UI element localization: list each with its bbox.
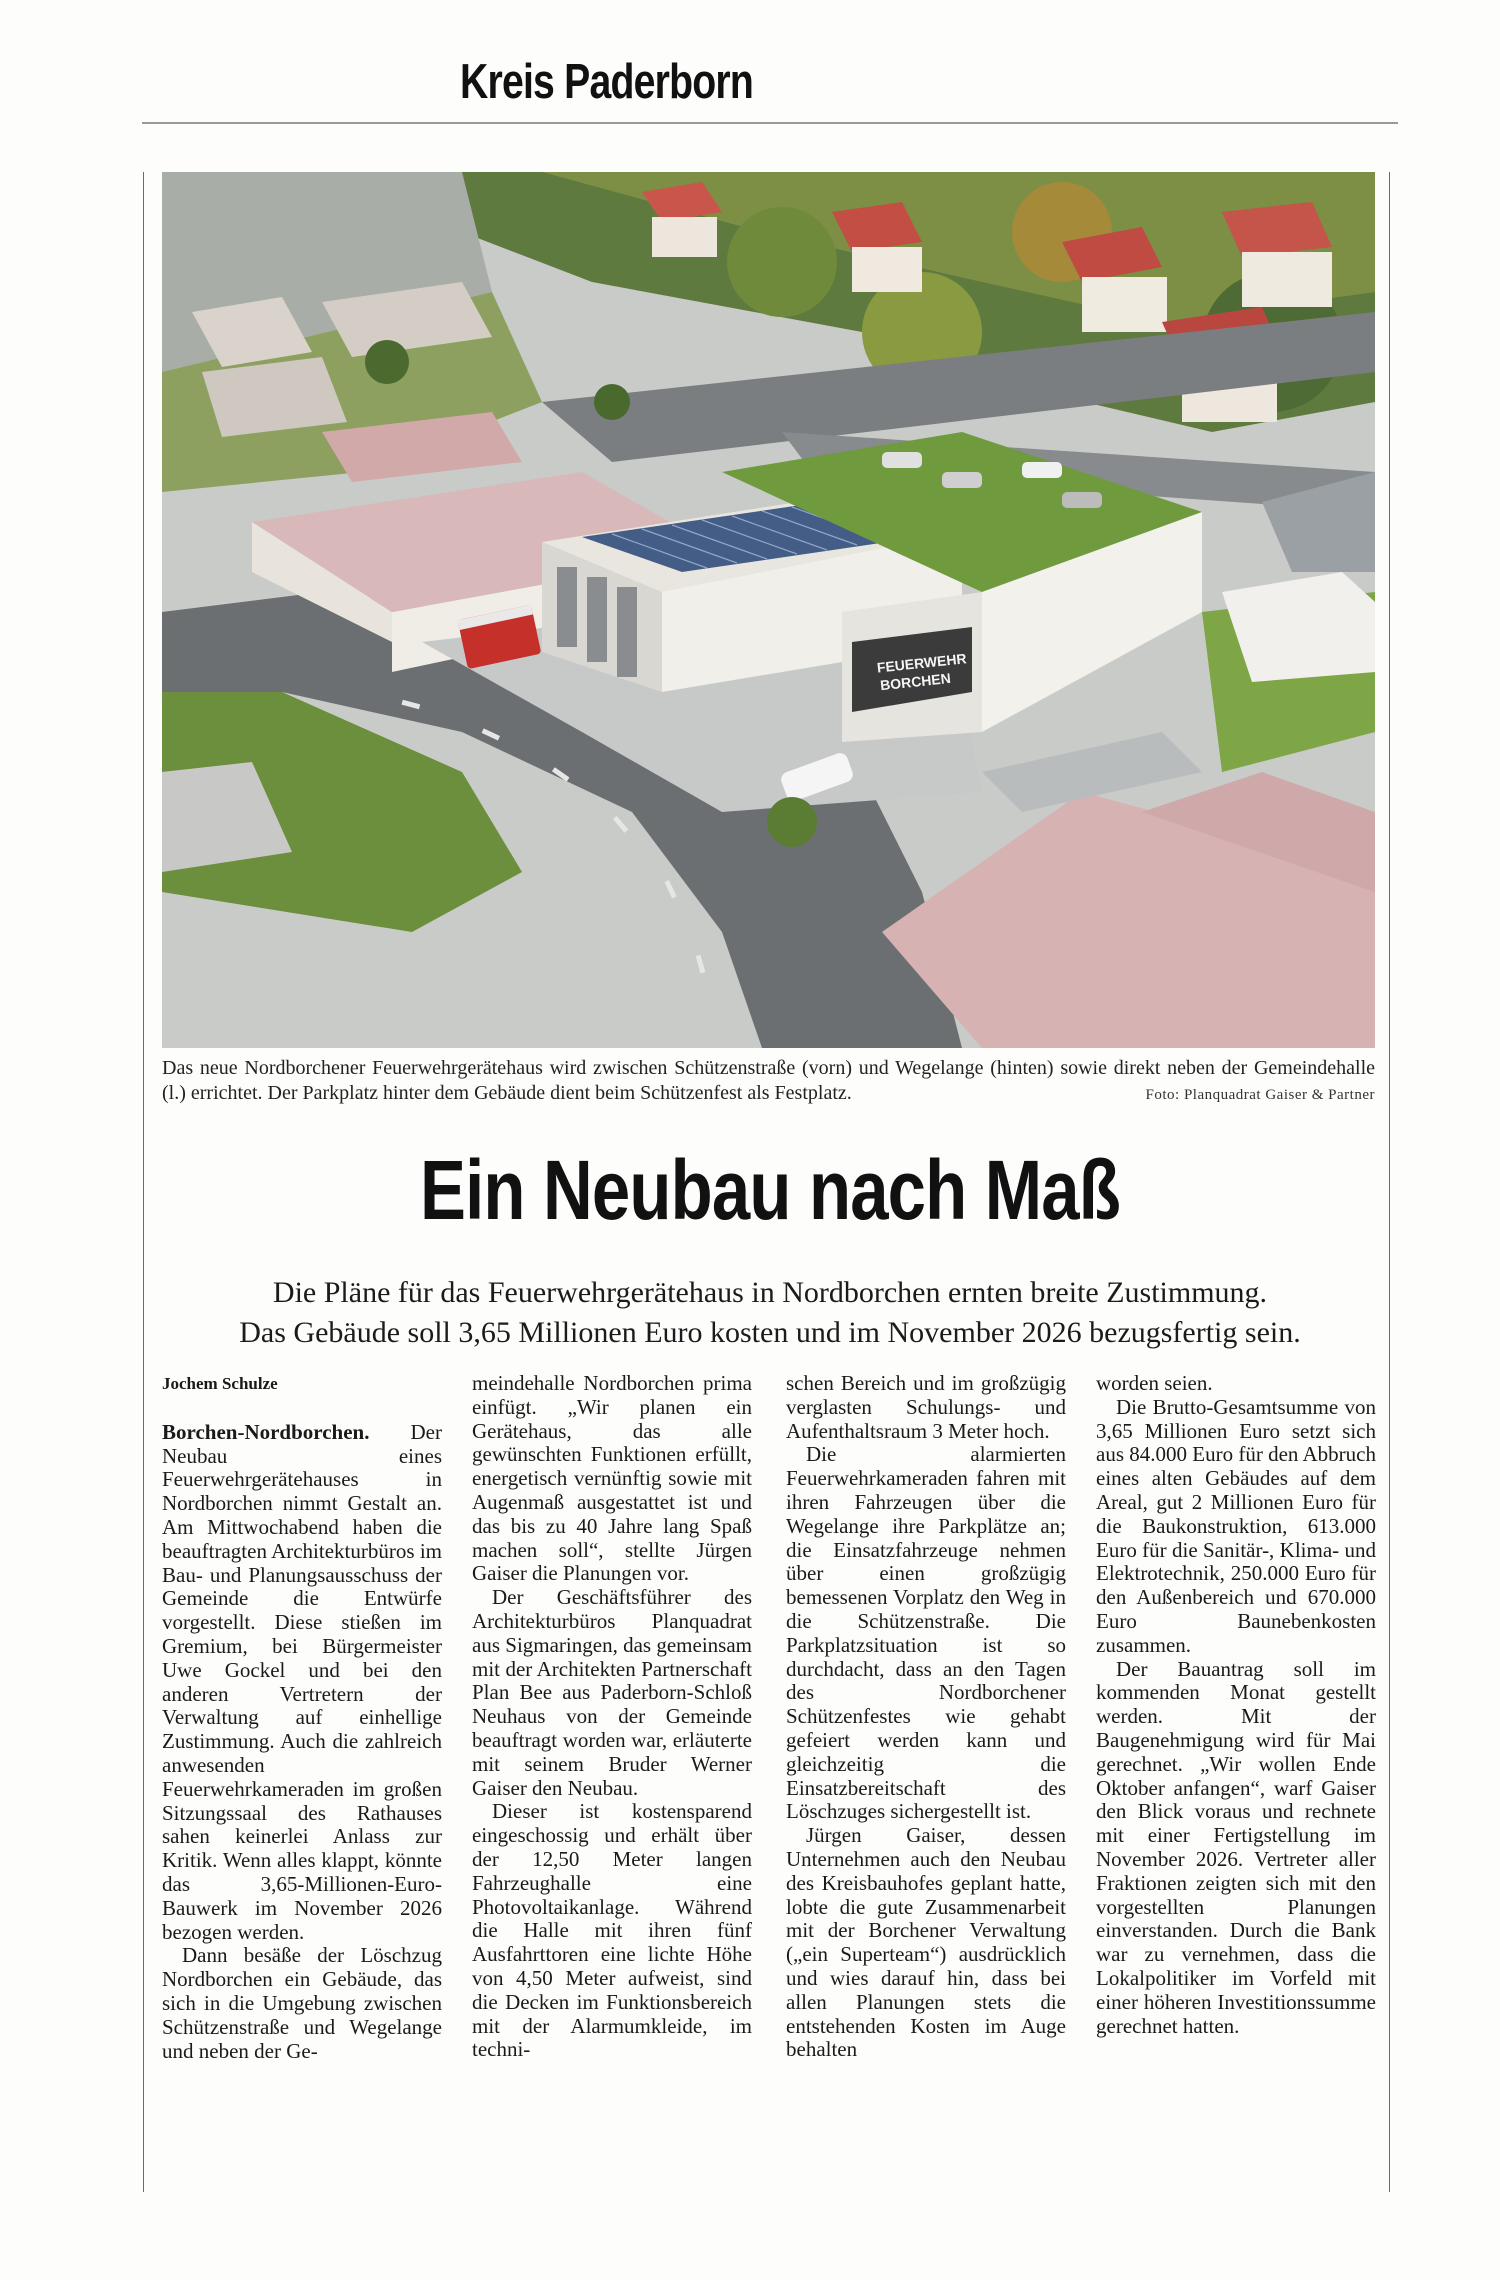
paragraph-4-start: Dieser ist kostensparend eingeschossig und erhält über der 12,50 Meter langen Fahrzeughalle eine Photovoltaikanlage. Während die Halle mit ihren fünf Ausfahrttoren eine lichte Höhe von 4,50 Meter aufweist, sind die Decken im Funktionsbereich mit der Alarmumkleide, im techni- — [472, 1799, 752, 2062]
building-sign-line1: FEUERWEHR — [876, 650, 968, 676]
deck-line-2: Das Gebäude soll 3,65 Millionen Euro kosten und im November 2026 bezugsfertig sein. — [239, 1316, 1301, 1349]
lead-text: Der Neubau eines Feuerwehrgerätehauses in Nordborchen nimmt Gestalt an. Am Mittwochabend haben die beauftragten Architekturbüros im Bau- und Planungsausschuss der Gemeinde die Entwürfe vorgestellt. Diese stießen im Gremium, bei Bürgermeister Uwe Gockel und bei den anderen Vertretern der Verwaltung auf einhellige Zustimmung. Auch die zahlreich anwesenden Feuerwehrkameraden im großen Sitzungssaal des Rathauses sahen keinerlei Anlass zur Kritik. Wenn alles klappt, könnte das 3,65-Millionen-Euro-Bauwerk im November 2026 bezogen werden. — [162, 1419, 442, 1944]
article-column-3 — [786, 1372, 1066, 2062]
building-sign-line2: BORCHEN — [879, 669, 952, 694]
article-column-1 — [162, 1372, 442, 2063]
paragraph-5: Die alarmierten Feuerwehrkameraden fahren mit ihren Fahrzeugen über die Wegelange ihre Parkplätze an; die Einsatzfahrzeuge nehmen über einen großzügig bemessenen Vorplatz den Weg in die Schützenstraße. Die Parkplatzsituation ist so durchdacht, dass an den Tagen des Nordborchener Schützenfestes wie gehabt gefeiert werden kann und gleichzeitig die Einsatzbereitschaft des Löschzuges sichergestellt ist. — [786, 1442, 1066, 1824]
paragraph-8: Der Bauantrag soll im kommenden Monat gestellt werden. Mit der Baugenehmigung wird für Mai gerechnet. „Wir wollen Ende Oktober anfangen“, warf Gaiser den Blick voraus und rechnete mit einer Fertigstellung im November 2026. Vertreter aller Fraktionen zeigten sich mit den vorgestellten Planungen einverstanden. Durch die Bank war zu vernehmen, dass die Lokalpolitiker im Vorfeld mit einer höheren Investitionssumme gerechnet hatten. — [1096, 1656, 1376, 2038]
paragraph-4-end: schen Bereich und im großzügig verglasten Schulungs- und Aufenthaltsraum 3 Meter hoch. — [786, 1371, 1066, 1443]
paragraph-lead — [162, 1421, 442, 1945]
article-photo — [162, 172, 1375, 1048]
photo-caption: Das neue Nordborchener Feuerwehrgerätehaus wird zwischen Schützenstraße (vorn) und Wegelange (hinten) sowie direkt neben der Gemeindehalle (l.) errichtet. Der Parkplatz hinter dem Gebäude dient beim Schützenfest als Festplatz. — [162, 1057, 1375, 1104]
article-deck — [160, 1273, 1380, 1353]
paragraph-7: Die Brutto-Gesamtsumme von 3,65 Millionen Euro setzt sich aus 84.000 Euro für den Abbruch eines alten Gebäudes auf dem Areal, gut 2 Millionen Euro für die Baukonstruktion, 613.000 Euro für die Sanitär-, Klima- und Elektrotechnik, 250.000 Euro für den Außenbereich und 670.000 Euro Baunebenkosten zusammen. — [1096, 1394, 1376, 1657]
article-column-4 — [1096, 1372, 1376, 2038]
paragraph-2-end: meindehalle Nordborchen prima einfügt. „Wir planen ein Gerätehaus, das alle gewünschten Funktionen erfüllt, energetisch vernünftig sowie mit Augenmaß ausgestattet ist und das bis zu 40 Jahre lang Spaß machen soll“, stellte Jürgen Gaiser die Planungen vor. — [472, 1371, 752, 1586]
paragraph-3: Der Geschäftsführer des Architekturbüros Planquadrat aus Sigmaringen, das gemeinsam mit der Architekten Partnerschaft Plan Bee aus Paderborn-Schloß Neuhaus von der Gemeinde beauftragt worden war, erläuterte mit seinem Bruder Werner Gaiser den Neubau. — [472, 1585, 752, 1800]
deck-line-1: Die Pläne für das Feuerwehrgerätehaus in Nordborchen ernten breite Zustimmung. — [272, 1276, 1268, 1309]
paragraph-6-start: Jürgen Gaiser, dessen Unternehmen auch den Neubau des Kreisbauhofes geplant hatte, lobte die gute Zusammenarbeit mit der Borchener Verwaltung („ein Superteam“) ausdrücklich und wies darauf hin, dass bei allen Planungen stets die entstehenden Kosten im Auge behalten — [786, 1823, 1066, 2062]
article-headline: Ein Neubau nach Maß — [419, 1143, 1121, 1237]
section-title: Kreis Paderborn — [460, 55, 753, 109]
photo-credit: Foto: Planquadrat Gaiser & Partner — [1145, 1087, 1375, 1103]
paragraph-6-end: worden seien. — [1096, 1371, 1213, 1395]
header-rule — [142, 122, 1398, 124]
author-byline: Jochem Schulze — [162, 1374, 278, 1393]
dateline: Borchen-Nordborchen. — [162, 1419, 370, 1444]
article-column-2 — [472, 1372, 752, 2062]
paragraph-2-start: Dann besäße der Löschzug Nordborchen ein Gebäude, das sich in die Umgebung zwischen Schützenstraße und Wegelange und neben der Ge- — [162, 1943, 442, 2063]
